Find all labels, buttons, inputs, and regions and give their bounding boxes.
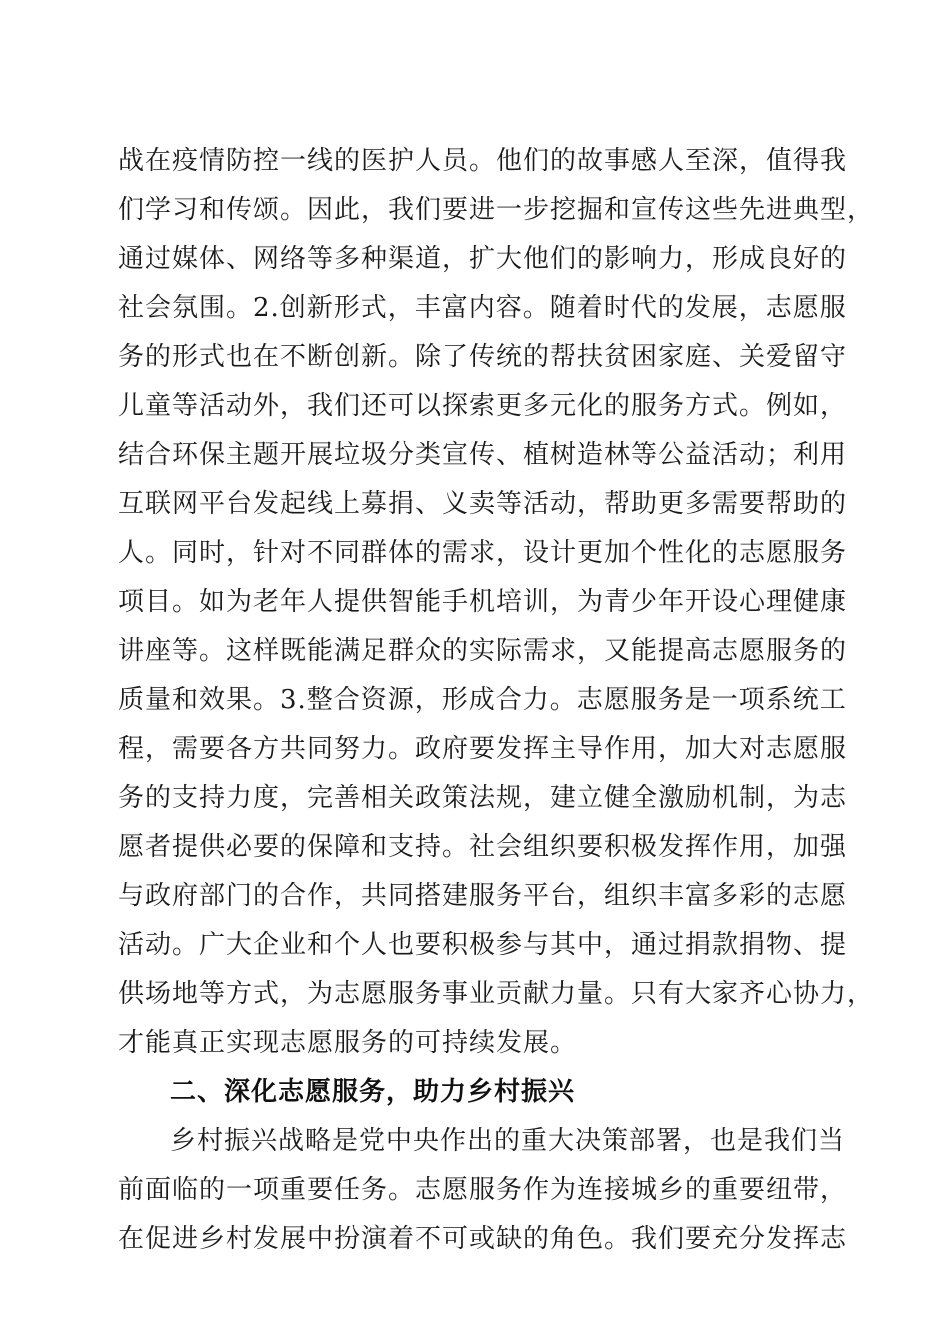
- text-line: 程，需要各方共同努力。政府要发挥主导作用，加大对志愿服: [118, 734, 848, 764]
- text-line: 活动。广大企业和个人也要积极参与其中，通过捐款捐物、提: [118, 930, 848, 960]
- text-line: 在促进乡村发展中扮演着不可或缺的角色。我们要充分发挥志: [118, 1224, 848, 1254]
- text-line: 才能真正实现志愿服务的可持续发展。: [118, 1028, 578, 1058]
- section-heading: 二、深化志愿服务，助力乡村振兴: [170, 1077, 576, 1107]
- text-line: 们学习和传颂。因此，我们要进一步挖掘和宣传这些先进典型，: [118, 195, 875, 225]
- text-line: 项目。如为老年人提供智能手机培训，为青少年开设心理健康: [118, 587, 848, 617]
- text-line: 愿者提供必要的保障和支持。社会组织要积极发挥作用，加强: [118, 832, 848, 862]
- text-line: 人。同时，针对不同群体的需求，设计更加个性化的志愿服务: [118, 538, 848, 568]
- text-line: 结合环保主题开展垃圾分类宣传、植树造林等公益活动；利用: [118, 440, 848, 470]
- text-line: 供场地等方式，为志愿服务事业贡献力量。只有大家齐心协力，: [118, 979, 875, 1009]
- text-line: 战在疫情防控一线的医护人员。他们的故事感人至深，值得我: [118, 146, 848, 176]
- text-line: 质量和效果。3.整合资源，形成合力。志愿服务是一项系统工: [118, 685, 847, 715]
- text-line: 讲座等。这样既能满足群众的实际需求，又能提高志愿服务的: [118, 636, 848, 666]
- text-line: 通过媒体、网络等多种渠道，扩大他们的影响力，形成良好的: [118, 244, 848, 274]
- text-line: 务的形式也在不断创新。除了传统的帮扶贫困家庭、关爱留守: [118, 342, 848, 372]
- text-line: 互联网平台发起线上募捐、义卖等活动，帮助更多需要帮助的: [118, 489, 848, 519]
- text-line: 社会氛围。2.创新形式，丰富内容。随着时代的发展，志愿服: [118, 293, 847, 323]
- text-line: 务的支持力度，完善相关政策法规，建立健全激励机制，为志: [118, 783, 848, 813]
- text-line: 与政府部门的合作，共同搭建服务平台，组织丰富多彩的志愿: [118, 881, 848, 911]
- text-line: 乡村振兴战略是党中央作出的重大决策部署，也是我们当: [170, 1126, 846, 1156]
- text-line: 前面临的一项重要任务。志愿服务作为连接城乡的重要纽带，: [118, 1175, 848, 1205]
- text-line: 儿童等活动外，我们还可以探索更多元化的服务方式。例如，: [118, 391, 848, 421]
